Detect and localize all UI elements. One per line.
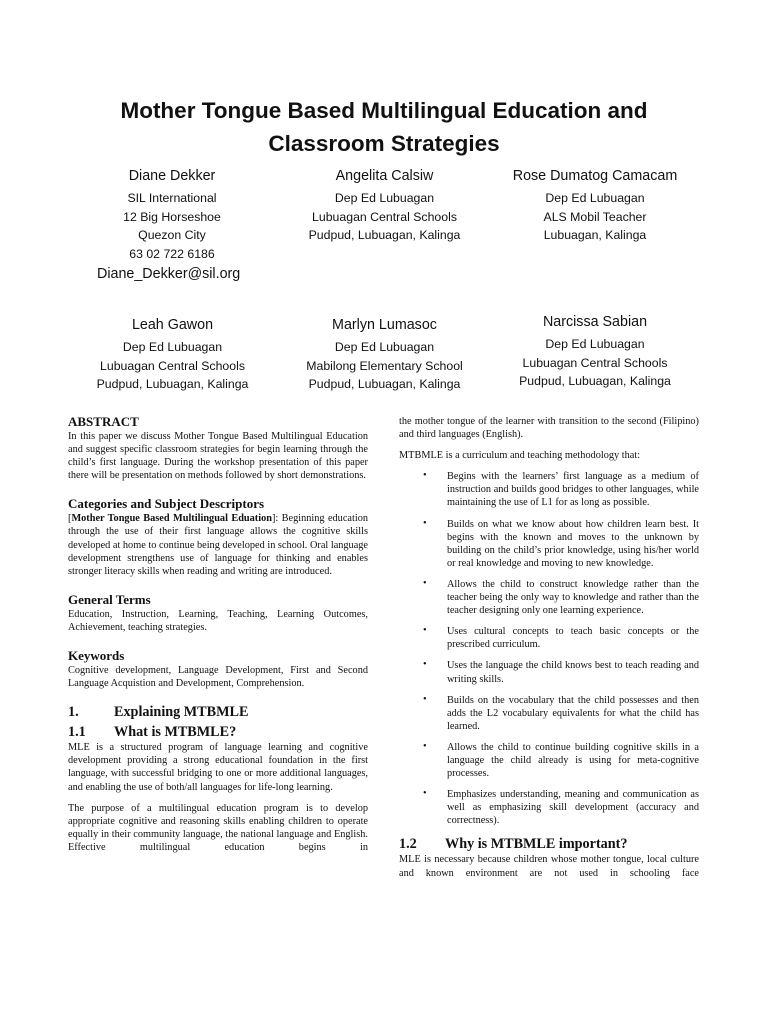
- bullet-icon: •: [423, 625, 427, 637]
- list-item: [399, 518, 699, 570]
- list-item-text: Allows the child to construct knowledge rather than the teacher being the only way to knowledge and rather than the teacher designing only one learning experience.: [447, 578, 699, 617]
- author-location: Pudpud, Lubuagan, Kalinga: [308, 228, 461, 243]
- categories-text: [68, 512, 368, 577]
- author-location: Pudpud, Lubuagan, Kalinga: [519, 374, 671, 389]
- list-item-text: Begins with the learners’ first language as a medium of instruction and builds good bridges to other languages, while maintaining the use of L1 for as long as possible.: [447, 471, 699, 509]
- general-terms-text: Education, Instruction, Learning, Teaching, Learning Outcomes, Achievement, teaching strategies.: [68, 608, 368, 633]
- paper-title: [0, 94, 768, 160]
- author-city: Quezon City: [138, 228, 206, 243]
- author-name: Rose Dumatog Camacam: [512, 168, 678, 184]
- paragraph: MLE is a structured program of language learning and cognitive development providing a strong educational foundation in the first language, with successful bridging to one or more additional languages, and enabling the use of both/all languages for life-long learning.: [68, 742, 368, 793]
- author-school: Lubuagan Central Schools: [522, 355, 668, 370]
- author-email: Diane_Dekker@sil.org: [97, 266, 241, 282]
- author-name: Angelita Calsiw: [335, 168, 434, 184]
- list-item: [399, 578, 699, 617]
- list-item-text: Allows the child to continue building cognitive skills in a language the child already is using for meta-cognitive processes.: [447, 741, 699, 780]
- title-line-1: Mother Tongue Based Multilingual Education and: [120, 98, 648, 123]
- author-affiliation: SIL International: [127, 191, 217, 205]
- list-intro: MTBMLE is a curriculum and teaching methodology that:: [399, 450, 641, 462]
- bullet-icon: •: [423, 470, 427, 482]
- bullet-icon: •: [423, 788, 427, 800]
- author-affiliation: Dep Ed Lubuagan: [545, 191, 645, 205]
- author-block: [292, 165, 477, 245]
- author-name: Diane Dekker: [128, 168, 216, 184]
- abstract-heading: ABSTRACT: [68, 414, 139, 429]
- list-item-text: Emphasizes understanding, meaning and communication as well as emphasizing skill development (accuracy and correctness).: [447, 789, 699, 827]
- abstract-text: In this paper we discuss Mother Tongue Based Multilingual Education and suggest specific classroom strategies for begin learning through the child’s first language. During the workshop presentation of this paper there will be presentation on methods followed by short demonstrations.: [68, 431, 368, 482]
- section-1-heading: [68, 703, 368, 721]
- bracket-open: [: [68, 513, 72, 525]
- author-location: Pudpud, Lubuagan, Kalinga: [308, 377, 461, 392]
- section-number: 1.: [68, 704, 79, 721]
- author-name: Narcissa Sabian: [542, 314, 648, 330]
- keywords-heading: Keywords: [68, 648, 125, 664]
- categories-description: ]: Beginning education through the use of their first language allows the cognitive skills developed at home to continue being developed in school. Oral language development strengthens use of language for thinking and enables stronger literacy skills when reading and writing are introduced.: [68, 513, 368, 577]
- list-item-text: Uses the language the child knows best to teach reading and writing skills.: [447, 660, 699, 685]
- bullet-icon: •: [423, 577, 427, 589]
- author-affiliation: Dep Ed Lubuagan: [122, 340, 223, 354]
- general-terms-heading: General Terms: [68, 591, 151, 607]
- keywords-text: Cognitive development, Language Development, First and Second Language Acquistion and Development, Comprehension.: [68, 665, 368, 690]
- author-block: [500, 311, 690, 391]
- author-school: Lubuagan Central Schools: [100, 358, 245, 373]
- author-block: [85, 314, 260, 394]
- author-affiliation: Dep Ed Lubuagan: [334, 340, 435, 354]
- title-line-2: Classroom Strategies: [268, 131, 500, 156]
- list-item: [399, 741, 699, 780]
- section-1-1-heading: [68, 723, 368, 741]
- paragraph: MLE is necessary because children whose mother tongue, local culture and known environment are not used in schooling face: [399, 854, 699, 879]
- author-name: Marlyn Lumasoc: [332, 317, 437, 333]
- list-item-text: Builds on what we know about how children learn best. It begins with the known and moves to the unknown by building on the child’s prior knowledge, using his/her world or real knowledge and moving to new knowledge.: [447, 518, 699, 569]
- author-address: 12 Big Horseshoe: [123, 209, 221, 224]
- section-title: What is MTBMLE?: [114, 724, 237, 741]
- author-role: ALS Mobil Teacher: [543, 209, 647, 224]
- author-affiliation: Dep Ed Lubuagan: [545, 337, 645, 351]
- categories-heading: Categories and Subject Descriptors: [68, 496, 265, 512]
- list-item: [399, 788, 699, 827]
- section-title: Explaining MTBMLE: [114, 704, 249, 721]
- author-name: Leah Gawon: [131, 317, 214, 333]
- author-location: Pudpud, Lubuagan, Kalinga: [96, 377, 249, 392]
- list-item: [399, 625, 699, 651]
- paragraph-continued: the mother tongue of the learner with transition to the second (Filipino) and third languages (English).: [399, 416, 699, 441]
- section-number: 1.1: [68, 724, 86, 741]
- author-school: Mabilong Elementary School: [306, 358, 463, 373]
- author-block: [292, 314, 477, 394]
- list-item-text: Builds on the vocabulary that the child possesses and then adds the L2 vocabulary equivalents for what the child has learned.: [447, 694, 699, 732]
- list-item-text: Uses cultural concepts to teach basic concepts or the prescribed curriculum.: [447, 626, 699, 651]
- bullet-icon: •: [423, 517, 427, 529]
- author-block: [92, 165, 252, 264]
- author-block: [500, 165, 690, 245]
- section-number: 1.2: [399, 836, 417, 853]
- author-location: Lubuagan, Kalinga: [543, 228, 647, 243]
- left-column: [68, 414, 368, 854]
- section-title: Why is MTBMLE important?: [445, 836, 628, 853]
- list-item: [399, 694, 699, 733]
- author-affiliation: Dep Ed Lubuagan: [334, 191, 435, 205]
- list-item: [399, 470, 699, 509]
- bullet-icon: •: [423, 693, 427, 705]
- list-item: [399, 659, 699, 685]
- bullet-icon: •: [423, 659, 427, 671]
- right-column: [399, 415, 699, 880]
- bullet-icon: •: [423, 740, 427, 752]
- paragraph: The purpose of a multilingual education program is to develop appropriate cognitive and reasoning skills enabling children to operate equally in their community language, the national language and English. Effective multilingual education begins in: [68, 802, 368, 853]
- author-school: Lubuagan Central Schools: [312, 209, 457, 224]
- categories-bold-term: Mother Tongue Based Multilingual Eduation: [71, 513, 272, 525]
- author-phone: 63 02 722 6186: [129, 247, 215, 262]
- mtbmle-bullet-list: [399, 470, 699, 827]
- section-1-2-heading: [399, 835, 699, 853]
